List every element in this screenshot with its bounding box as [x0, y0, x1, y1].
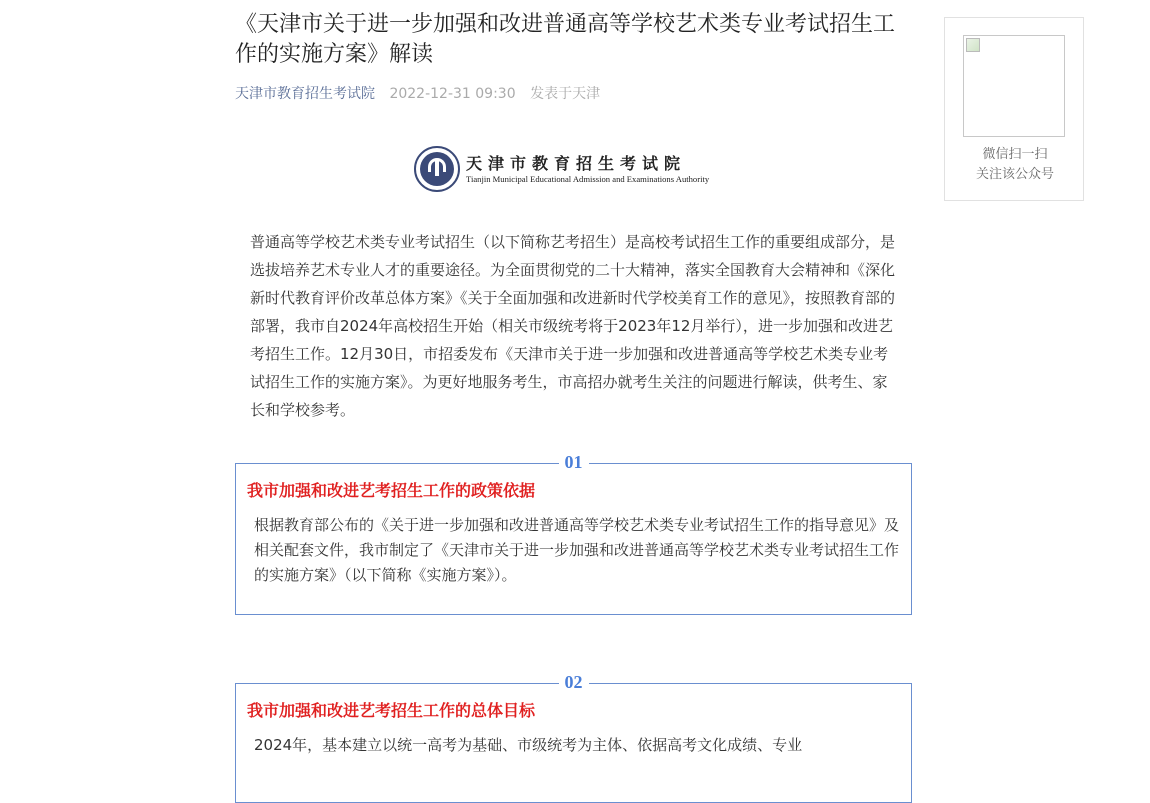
qr-code-panel: [944, 17, 1084, 201]
section-number: 02: [559, 670, 589, 694]
logo-name-cn: 天津市教育招生考试院: [466, 154, 687, 173]
qr-code-image: [963, 35, 1065, 137]
section-body: 2024年，基本建立以统一高考为基础、市级统考为主体、依据高考文化成绩、专业: [254, 736, 803, 754]
section-02: [235, 672, 912, 803]
broken-image-icon: [966, 38, 980, 52]
publish-date: 2022-12-31 09:30: [389, 86, 516, 102]
section-body: 根据教育部公布的《关于进一步加强和改进普通高等学校艺术类专业考试招生工作的指导意见》及相关配套文件，我市制定了《天津市关于进一步加强和改进普通高等学校艺术类专业考试招生工作的实施方案》（以下简称《实施方案》）。: [254, 516, 900, 584]
qr-caption-line2: 关注该公众号: [975, 167, 1054, 182]
institution-logo: [414, 146, 724, 194]
section-heading: 我市加强和改进艺考招生工作的政策依据: [247, 481, 536, 500]
qr-caption-line1: 微信扫一扫: [982, 147, 1048, 162]
section-01: [235, 452, 912, 615]
account-name-link[interactable]: 天津市教育招生考试院: [235, 86, 375, 102]
section-number: 01: [559, 450, 589, 474]
section-heading: 我市加强和改进艺考招生工作的总体目标: [247, 701, 536, 720]
logo-name-en: Tianjin Municipal Educational Admission and Examinations Authority: [466, 174, 710, 184]
article-meta: [235, 84, 600, 104]
emblem-icon: [414, 146, 460, 192]
intro-paragraph: 普通高等学校艺术类专业考试招生（以下简称艺考招生）是高校考试招生工作的重要组成部分，是选拔培养艺术专业人才的重要途径。为全面贯彻党的二十大精神，落实全国教育大会精神和《深化新时代教育评价改革总体方案》《关于全面加强和改进新时代学校美育工作的意见》，按照教育部的部署，我市自2024年高校招生开始（相关市级统考将于2023年12月举行），进一步加强和改进艺考招生工作。12月30日，市招委发布《天津市关于进一步加强和改进普通高等学校艺术类专业考试招生工作的实施方案》。为更好地服务考生，市高招办就考生关注的问题进行解读，供考生、家长和学校参考。: [250, 233, 896, 419]
article-title: 《天津市关于进一步加强和改进普通高等学校艺术类专业考试招生工作的实施方案》解读: [235, 12, 896, 67]
publish-location: 发表于天津: [530, 86, 601, 102]
